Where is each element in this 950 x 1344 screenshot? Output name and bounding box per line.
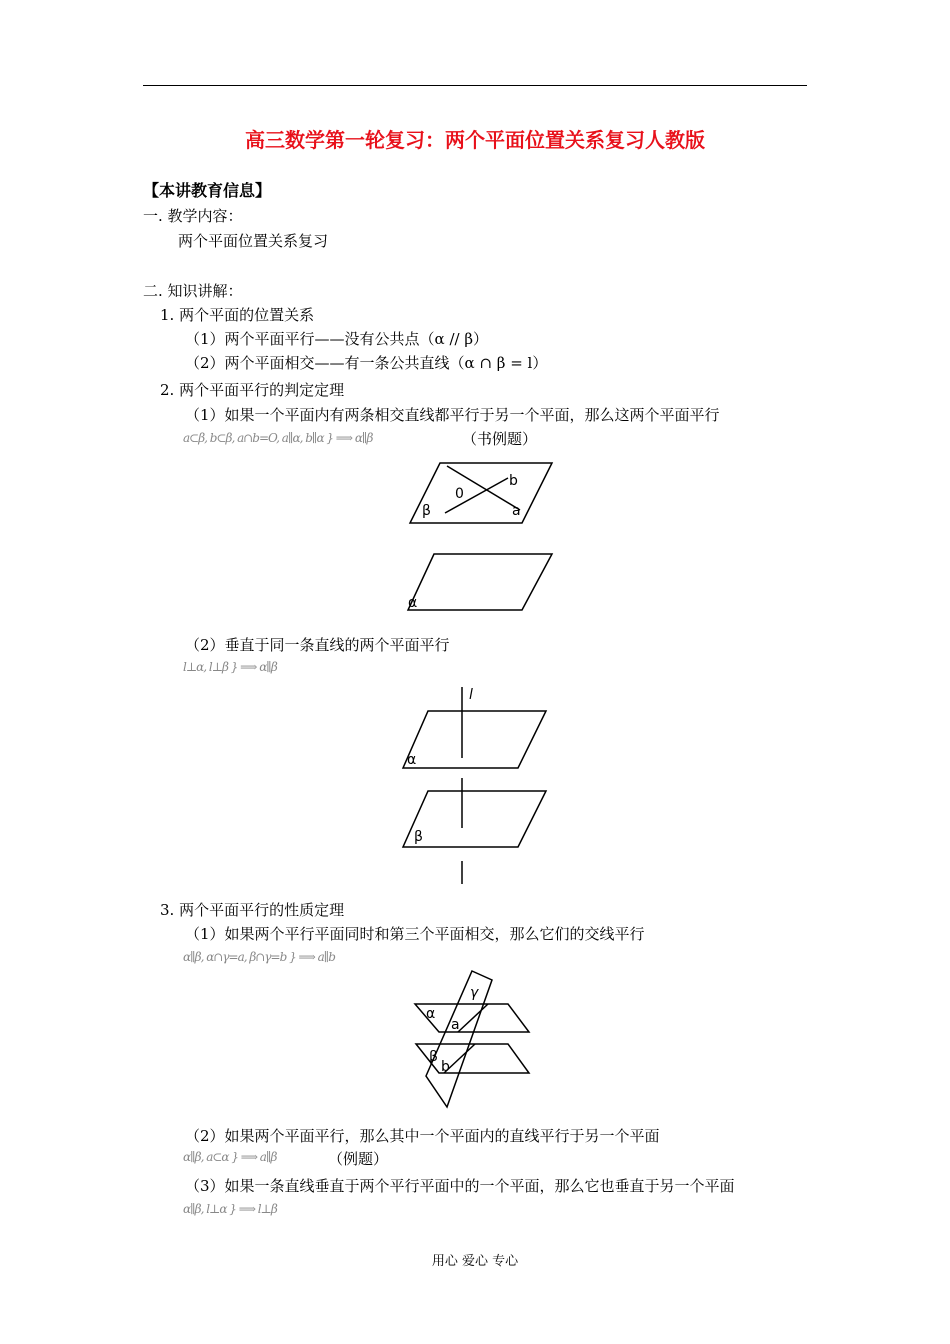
plane-alpha (408, 554, 552, 610)
item1-sub1: （1）两个平面平行——没有公共点（α // β） (185, 330, 488, 348)
plane-gamma (426, 971, 492, 1107)
label-beta: β (422, 503, 431, 519)
label-a: a (451, 1017, 460, 1033)
item2-heading: 2. 两个平面平行的判定定理 (160, 381, 345, 399)
header-rule (143, 85, 807, 86)
item3-sub2: （2）如果两个平面平行，那么其中一个平面内的直线平行于另一个平面 (185, 1127, 660, 1145)
item1-heading: 1. 两个平面的位置关系 (160, 306, 315, 324)
plane-alpha (403, 711, 546, 768)
label-l: l (469, 687, 473, 703)
item3-sub3: （3）如果一条直线垂直于两个平行平面中的一个平面，那么它也垂直于另一个平面 (185, 1177, 735, 1195)
label-o: 0 (455, 486, 464, 502)
part1-heading: 一. 教学内容： (143, 207, 243, 225)
item3-heading: 3. 两个平面平行的性质定理 (160, 901, 345, 919)
label-alpha: α (408, 595, 418, 611)
label-gamma: γ (470, 985, 479, 1001)
label-beta: β (414, 829, 423, 845)
item2-sub1: （1）如果一个平面内有两条相交直线都平行于另一个平面，那么这两个平面平行 (185, 406, 720, 424)
item2-sub2-formula: l⊥α, l⊥β } ⟹ α∥β (183, 660, 277, 674)
item2-sub1-formula: a⊂β, b⊂β, a∩b=O, a∥α, b∥α } ⟹ α∥β (183, 431, 373, 445)
figure-third-plane (410, 968, 535, 1113)
label-alpha: α (426, 1006, 436, 1022)
figure-parallel-planes (400, 455, 560, 615)
item3-sub1-formula: α∥β, α∩γ=a, β∩γ=b } ⟹ a∥b (183, 950, 335, 964)
page-title: 高三数学第一轮复习：两个平面位置关系复习人教版 (245, 128, 705, 152)
item1-sub2: （2）两个平面相交——有一条公共直线（α ∩ β = l） (185, 354, 548, 372)
part1-content: 两个平面位置关系复习 (178, 232, 329, 250)
label-alpha: α (407, 752, 417, 768)
plane-beta (403, 791, 546, 847)
item3-sub2-formula: α∥β, a⊂α } ⟹ a∥β (183, 1150, 277, 1164)
item3-sub2-note: （例题） (328, 1150, 389, 1168)
item3-sub1: （1）如果两个平行平面同时和第三个平面相交，那么它们的交线平行 (185, 925, 645, 943)
item3-sub3-formula: α∥β, l⊥α } ⟹ l⊥β (183, 1202, 277, 1216)
item2-sub1-note: （书例题） (462, 430, 538, 448)
section-header: 【本讲教育信息】 (143, 181, 272, 200)
intersection-a (458, 1004, 488, 1032)
item2-sub2: （2）垂直于同一条直线的两个平面平行 (185, 636, 450, 654)
label-a: a (512, 503, 521, 519)
label-b: b (441, 1059, 450, 1075)
part2-heading: 二. 知识讲解： (143, 282, 243, 300)
figure-perpendicular-line (400, 683, 552, 888)
page-footer: 用心 爱心 专心 (431, 1254, 519, 1269)
label-b: b (509, 473, 518, 489)
label-beta: β (429, 1049, 438, 1065)
